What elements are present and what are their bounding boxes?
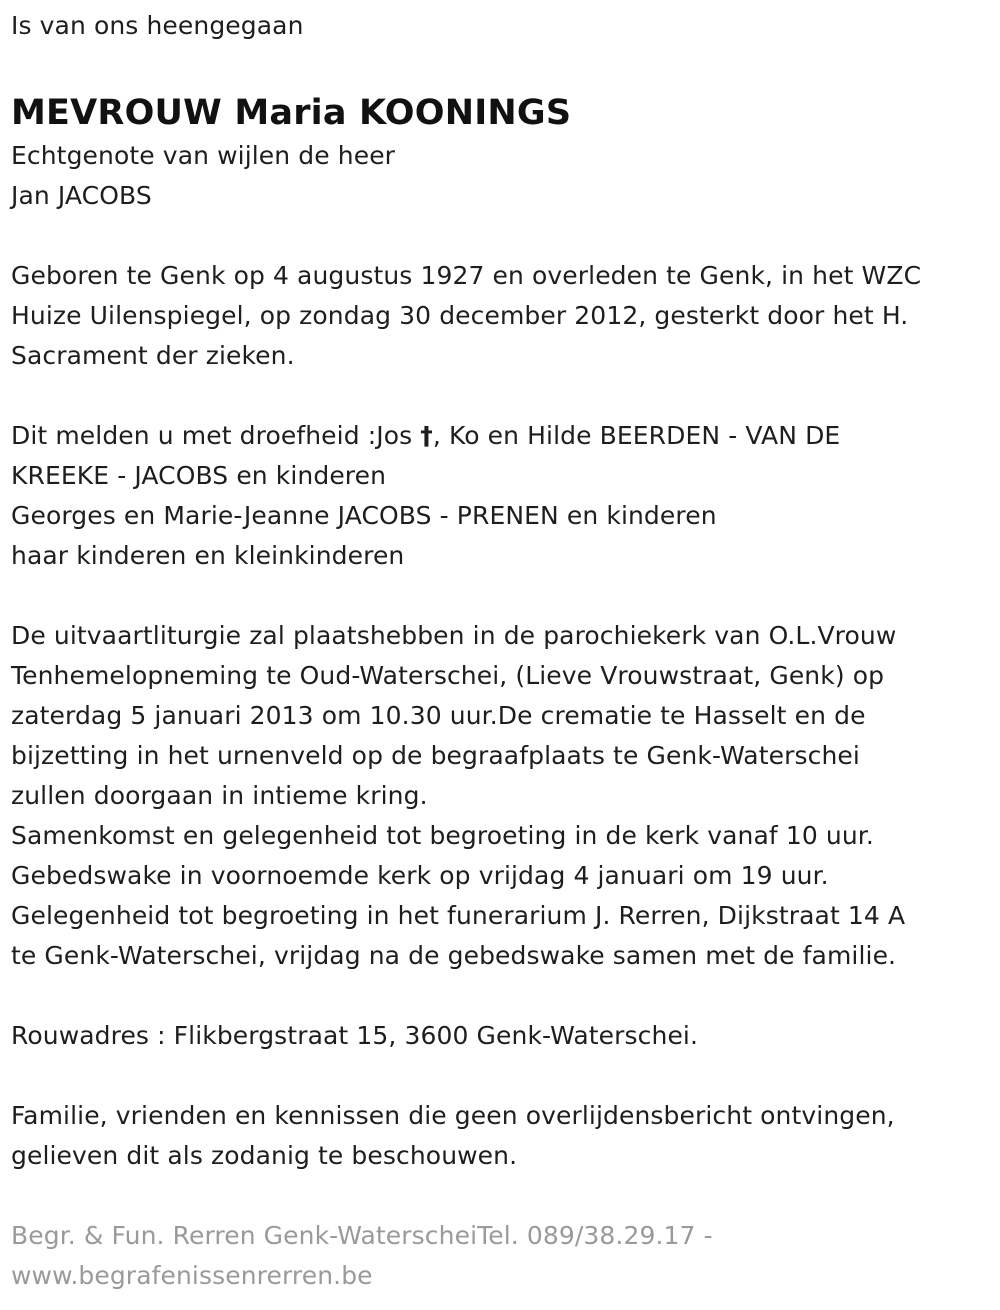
family-line-3: Georges en Marie-Jeanne JACOBS - PRENEN en kinderen bbox=[11, 501, 717, 530]
funeral-paragraph bbox=[11, 616, 991, 976]
paragraph-line: Tenhemelopneming te Oud-Waterschei, (Lieve Vrouwstraat, Genk) op bbox=[11, 661, 885, 690]
spouse-line-2: Jan JACOBS bbox=[11, 181, 152, 210]
family-line-2: KREEKE - JACOBS en kinderen bbox=[11, 461, 387, 490]
paragraph-line: Samenkomst en gelegenheid tot begroeting in de kerk vanaf 10 uur. bbox=[11, 821, 874, 850]
paragraph-line: gelieven dit als zodanig te beschouwen. bbox=[11, 1141, 518, 1170]
footer-website: www.begrafenissenrerren.be bbox=[11, 1261, 373, 1290]
closing-paragraph bbox=[11, 1096, 991, 1176]
paragraph-line: Sacrament der zieken. bbox=[11, 341, 295, 370]
family-line-1-start: Dit melden u met droefheid :Jos bbox=[11, 421, 421, 450]
deceased-name: MEVROUW Maria KOONINGS bbox=[11, 93, 572, 133]
paragraph-line: bijzetting in het urnenveld op de begraafplaats te Genk-Waterschei bbox=[11, 741, 860, 770]
spacer bbox=[11, 216, 991, 256]
obituary-notice bbox=[11, 6, 991, 1296]
mourning-address: Rouwadres : Flikbergstraat 15, 3600 Genk-Waterschei. bbox=[11, 1021, 699, 1050]
cross-icon: † bbox=[420, 421, 433, 450]
paragraph-line: Familie, vrienden en kennissen die geen overlijdensbericht ontvingen, bbox=[11, 1101, 895, 1130]
funeral-home-footer bbox=[11, 1216, 991, 1296]
paragraph-line: te Genk-Waterschei, vrijdag na de gebedswake samen met de familie. bbox=[11, 941, 897, 970]
paragraph-line: zullen doorgaan in intieme kring. bbox=[11, 781, 428, 810]
family-paragraph bbox=[11, 416, 991, 576]
paragraph-line: zaterdag 5 januari 2013 om 10.30 uur.De crematie te Hasselt en de bbox=[11, 701, 866, 730]
paragraph-line: Huize Uilenspiegel, op zondag 30 december 2012, gesterkt door het H. bbox=[11, 301, 909, 330]
family-line-4: haar kinderen en kleinkinderen bbox=[11, 541, 405, 570]
spacer bbox=[11, 976, 991, 1016]
paragraph-line: Gebedswake in voornoemde kerk op vrijdag 4 januari om 19 uur. bbox=[11, 861, 829, 890]
paragraph-line: Geboren te Genk op 4 augustus 1927 en overleden te Genk, in het WZC bbox=[11, 261, 922, 290]
family-line-1 bbox=[11, 416, 991, 456]
spacer bbox=[11, 576, 991, 616]
intro-text: Is van ons heengegaan bbox=[11, 11, 304, 40]
spouse-line-1: Echtgenote van wijlen de heer bbox=[11, 141, 396, 170]
birth-death-paragraph bbox=[11, 256, 991, 376]
family-line-1-end: , Ko en Hilde BEERDEN - VAN DE bbox=[432, 421, 841, 450]
spacer bbox=[11, 376, 991, 416]
footer-contact: Begr. & Fun. Rerren Genk-WaterscheiTel. 089/38.29.17 - bbox=[11, 1221, 713, 1250]
paragraph-line: Gelegenheid tot begroeting in het funerarium J. Rerren, Dijkstraat 14 A bbox=[11, 901, 906, 930]
paragraph-line: De uitvaartliturgie zal plaatshebben in de parochiekerk van O.L.Vrouw bbox=[11, 621, 897, 650]
spacer bbox=[11, 46, 991, 88]
spacer bbox=[11, 1176, 991, 1216]
spacer bbox=[11, 1056, 991, 1096]
